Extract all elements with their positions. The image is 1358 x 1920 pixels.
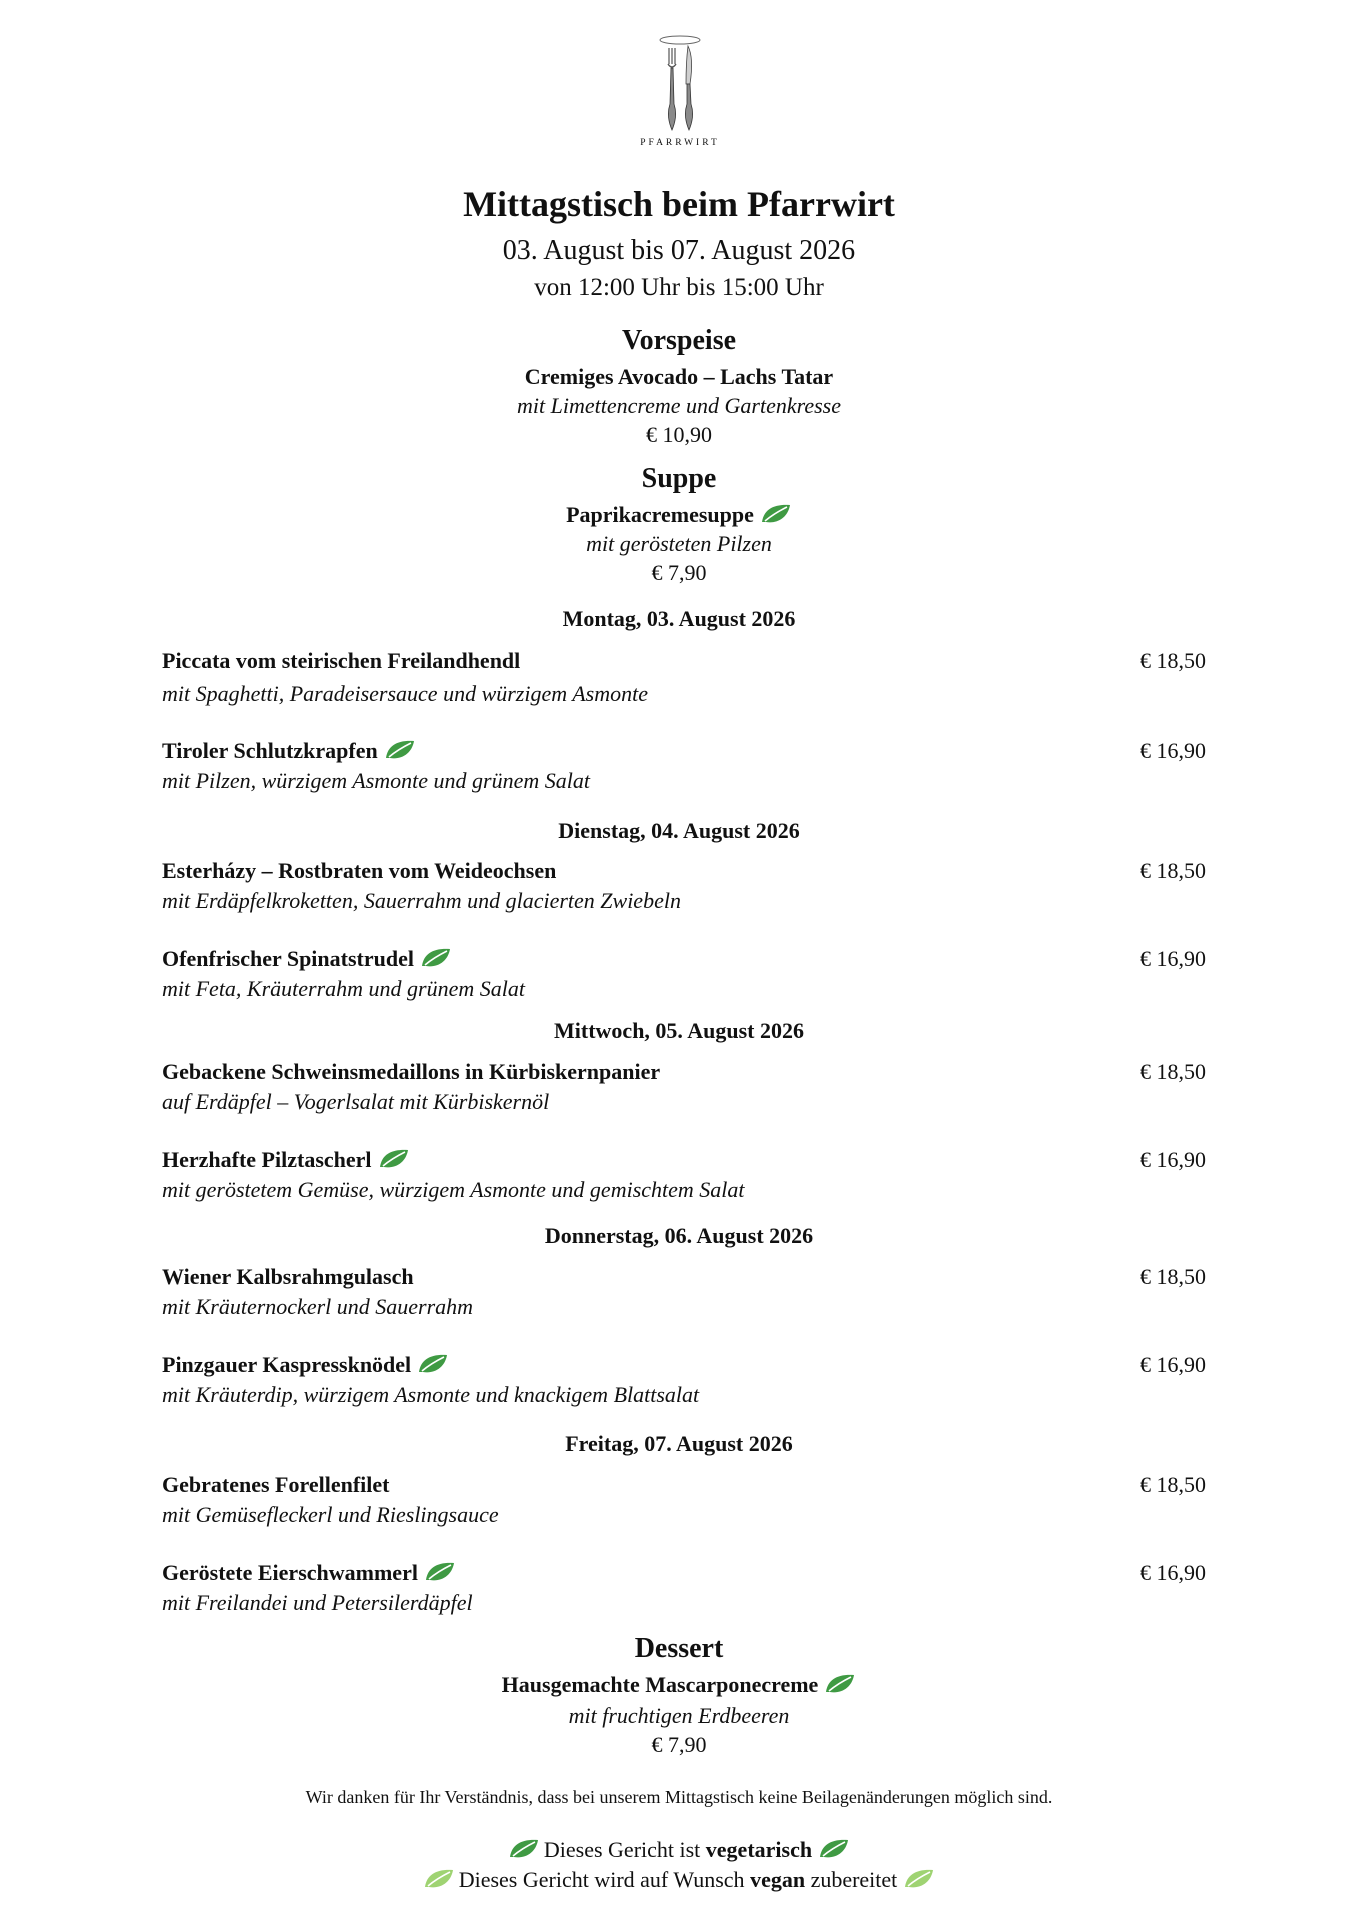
starter-description: mit Limettencreme und Gartenkresse: [516, 393, 842, 418]
dessert-description: mit fruchtigen Erdbeeren: [568, 1703, 790, 1728]
dish-description: mit Spaghetti, Paradeisersauce und würzigem Asmonte: [162, 681, 648, 706]
dish-description: mit Erdäpfelkroketten, Sauerrahm und glacierten Zwiebeln: [162, 888, 681, 913]
dish-row: [162, 738, 1206, 793]
dish-price: € 18,50: [1140, 858, 1206, 883]
day-heading-friday: Freitag, 07. August 2026: [565, 1431, 793, 1456]
dish-description: mit Freilandei und Petersilerdäpfel: [162, 1590, 473, 1615]
dish-name: Wiener Kalbsrahmgulasch: [162, 1264, 414, 1289]
legend-vegetarian-bold: vegetarisch: [705, 1837, 813, 1862]
legend-vegan-suffix: zubereitet: [810, 1867, 898, 1892]
dish-price: € 16,90: [1140, 1560, 1206, 1585]
dish-name: Ofenfrischer Spinatstrudel: [162, 946, 414, 971]
dessert-price: € 7,90: [651, 1732, 707, 1757]
dish-price: € 16,90: [1140, 1352, 1206, 1377]
dish-description: mit Kräuterdip, würzigem Asmonte und knackigem Blattsalat: [162, 1382, 700, 1407]
dish-price: € 18,50: [1140, 1472, 1206, 1497]
dish-row: [162, 1352, 1206, 1407]
dish-name: Piccata vom steirischen Freilandhendl: [162, 648, 521, 673]
vegetarian-leaf-icon: [508, 1838, 540, 1860]
starter-name: Cremiges Avocado – Lachs Tatar: [524, 364, 834, 389]
day-heading-wednesday: Mittwoch, 05. August 2026: [554, 1018, 804, 1043]
day-heading-monday: Montag, 03. August 2026: [562, 606, 796, 631]
dessert-item: [0, 1672, 1358, 1698]
day-heading-tuesday: Dienstag, 04. August 2026: [558, 818, 800, 843]
dessert-heading: Dessert: [634, 1633, 724, 1664]
dish-description: mit Gemüsefleckerl und Rieslingsauce: [162, 1502, 499, 1527]
dish-name: Gebratenes Forellenfilet: [162, 1472, 390, 1497]
starter-price: € 10,90: [646, 422, 712, 447]
dish-description: mit geröstetem Gemüse, würzigem Asmonte und gemischtem Salat: [162, 1177, 745, 1202]
dish-description: mit Feta, Kräuterrahm und grünem Salat: [162, 976, 525, 1001]
legend-vegan: [0, 1867, 1358, 1893]
logo-text: PFARRWIRT: [640, 138, 720, 148]
day-heading-thursday: Donnerstag, 06. August 2026: [544, 1223, 814, 1248]
vegetarian-leaf-icon: [384, 739, 416, 761]
dish-row: [162, 648, 1206, 706]
dish-name: Tiroler Schlutzkrapfen: [162, 738, 378, 763]
dish-price: € 18,50: [1140, 1059, 1206, 1084]
starter-heading: Vorspeise: [621, 325, 737, 356]
legend-vegetarian-text: Dieses Gericht ist: [543, 1837, 701, 1862]
dish-name: Herzhafte Pilztascherl: [162, 1147, 372, 1172]
vegetarian-leaf-icon: [424, 1561, 456, 1583]
date-range: 03. August bis 07. August 2026: [502, 235, 856, 266]
soup-heading: Suppe: [641, 463, 717, 494]
dish-description: mit Pilzen, würzigem Asmonte und grünem Salat: [162, 768, 590, 793]
legend-vegetarian: [0, 1837, 1358, 1863]
pfarrwirt-logo: [640, 34, 720, 162]
opening-hours: von 12:00 Uhr bis 15:00 Uhr: [534, 274, 824, 301]
dish-row: [162, 858, 1206, 913]
dish-row: [162, 1059, 1206, 1114]
vegetarian-leaf-icon: [417, 1353, 449, 1375]
dish-price: € 18,50: [1140, 1264, 1206, 1289]
vegan-leaf-icon: [903, 1868, 935, 1890]
vegetarian-leaf-icon: [824, 1673, 856, 1695]
vegan-leaf-icon: [423, 1868, 455, 1890]
dish-row: [162, 1560, 1206, 1615]
dish-description: auf Erdäpfel – Vogerlsalat mit Kürbiskernöl: [162, 1089, 550, 1114]
vegetarian-leaf-icon: [378, 1148, 410, 1170]
soup-name: Paprikacremesuppe: [566, 502, 754, 527]
fork-knife-icon: [652, 34, 708, 134]
dessert-name: Hausgemachte Mascarponecreme: [501, 1672, 819, 1697]
soup-description: mit gerösteten Pilzen: [586, 531, 772, 556]
dish-name: Pinzgauer Kaspressknödel: [162, 1352, 412, 1377]
vegetarian-leaf-icon: [420, 947, 452, 969]
dish-row: [162, 1264, 1206, 1319]
dish-price: € 18,50: [1140, 648, 1206, 673]
vegetarian-leaf-icon: [818, 1838, 850, 1860]
dish-row: [162, 946, 1206, 1001]
dish-name: Geröstete Eierschwammerl: [162, 1560, 418, 1585]
soup-item: [0, 502, 1358, 528]
dish-row: [162, 1147, 1206, 1202]
legend-vegan-text: Dieses Gericht wird auf Wunsch: [458, 1867, 745, 1892]
dish-price: € 16,90: [1140, 946, 1206, 971]
vegetarian-leaf-icon: [760, 503, 792, 525]
dish-price: € 16,90: [1140, 1147, 1206, 1172]
dish-name: Esterházy – Rostbraten vom Weideochsen: [162, 858, 557, 883]
soup-price: € 7,90: [651, 560, 707, 585]
dish-name: Gebackene Schweinsmedaillons in Kürbiskernpanier: [162, 1059, 661, 1084]
footer-note: Wir danken für Ihr Verständnis, dass bei unserem Mittagstisch keine Beilagenänderungen möglich sind.: [305, 1787, 1053, 1807]
legend-vegan-bold: vegan: [750, 1867, 806, 1892]
dish-row: [162, 1472, 1206, 1527]
dish-description: mit Kräuternockerl und Sauerrahm: [162, 1294, 474, 1319]
page-title: Mittagstisch beim Pfarrwirt: [463, 184, 895, 224]
dish-price: € 16,90: [1140, 738, 1206, 763]
